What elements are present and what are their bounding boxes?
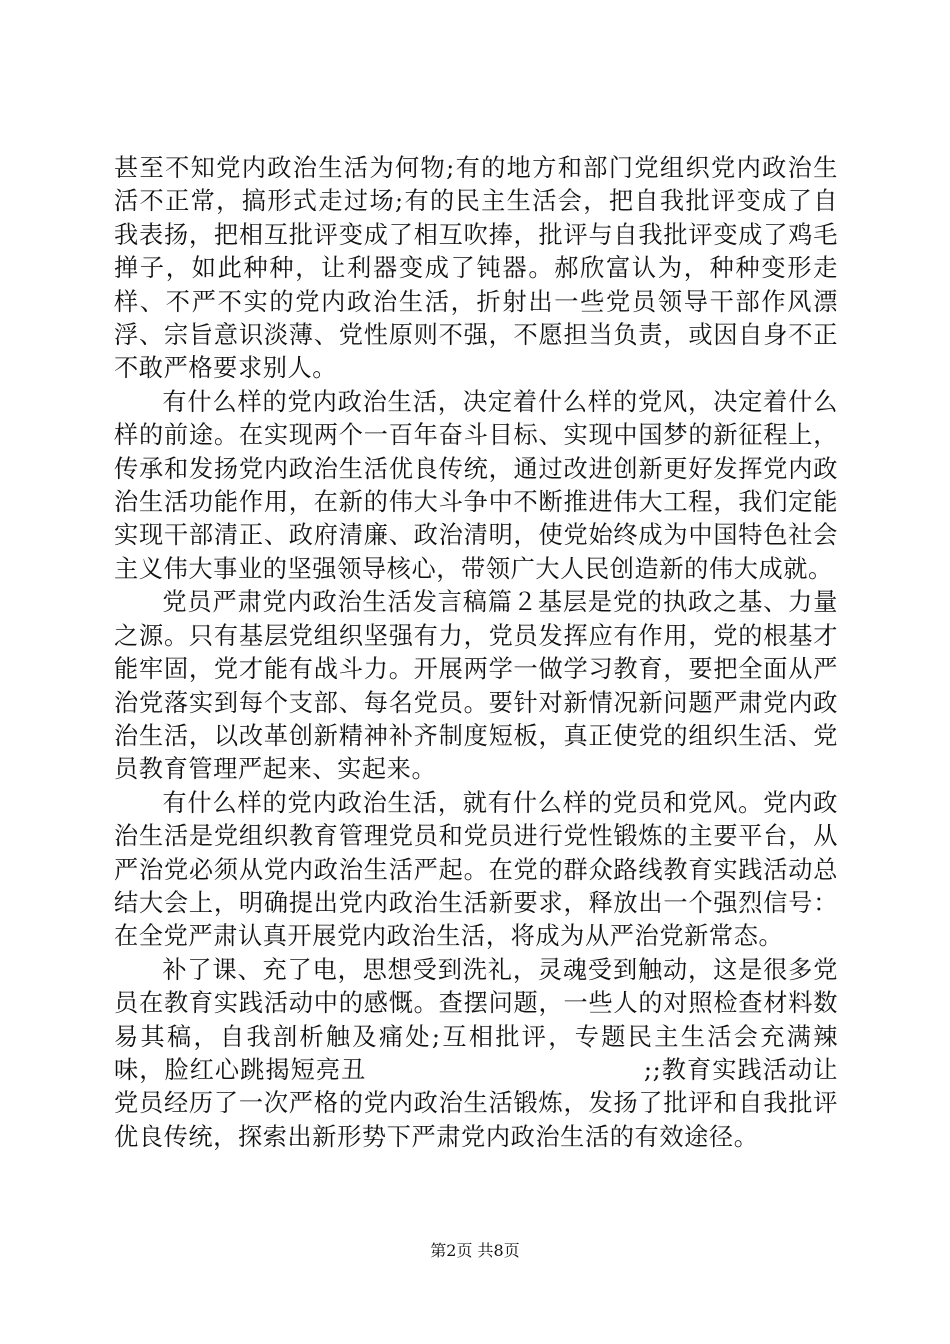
page-number-footer: 第2页 共8页 [430, 1241, 520, 1260]
paragraph: 补了课、充了电，思想受到洗礼，灵魂受到触动，这是很多党员在教育实践活动中的感慨。查摆问题，一些人的对照检查材料数易其稿，自我剖析触及痛处;互相批评，专题民主生活会充满辣味，脸红心跳揭短亮丑 ;;教育实践活动让党员经历了一次严格的党内政治生活锻炼，发扬了批评和自我批评优良传统，探索出新形势下严肃党内政治生活的有效途径。 [114, 955, 838, 1151]
document-body [114, 152, 838, 1154]
paragraph: 有什么样的党内政治生活，就有什么样的党员和党风。党内政治生活是党组织教育管理党员和党员进行党性锻炼的主要平台，从严治党必须从党内政治生活严起。在党的群众路线教育实践活动总结大会上，明确提出党内政治生活新要求，释放出一个强烈信号：在全党严肃认真开展党内政治生活，将成为从严治党新常态。 [114, 788, 838, 951]
paragraph: 有什么样的党内政治生活，决定着什么样的党风，决定着什么样的前途。在实现两个一百年奋斗目标、实现中国梦的新征程上，传承和发扬党内政治生活优良传统，通过改进创新更好发挥党内政治生活功能作用，在新的伟大斗争中不断推进伟大工程，我们定能实现干部清正、政府清廉、政治清明，使党始终成为中国特色社会主义伟大事业的坚强领导核心，带领广大人民创造新的伟大成就。 [114, 387, 838, 583]
paragraph: 甚至不知党内政治生活为何物;有的地方和部门党组织党内政治生活不正常，搞形式走过场;有的民主生活会，把自我批评变成了自我表扬，把相互批评变成了相互吹捧，批评与自我批评变成了鸡毛掸子，如此种种，让利器变成了钝器。郝欣富认为，种种变形走样、不严不实的党内政治生活，折射出一些党员领导干部作风漂浮、宗旨意识淡薄、党性原则不强，不愿担当负责，或因自身不正不敢严格要求别人。 [114, 154, 838, 383]
paragraph: 党员严肃党内政治生活发言稿篇２基层是党的执政之基、力量之源。只有基层党组织坚强有力，党员发挥应有作用，党的根基才能牢固，党才能有战斗力。开展两学一做学习教育，要把全面从严治党落实到每个支部、每名党员。要针对新情况新问题严肃党内政治生活，以改革创新精神补齐制度短板，真正使党的组织生活、党员教育管理严起来、实起来。 [114, 588, 838, 784]
